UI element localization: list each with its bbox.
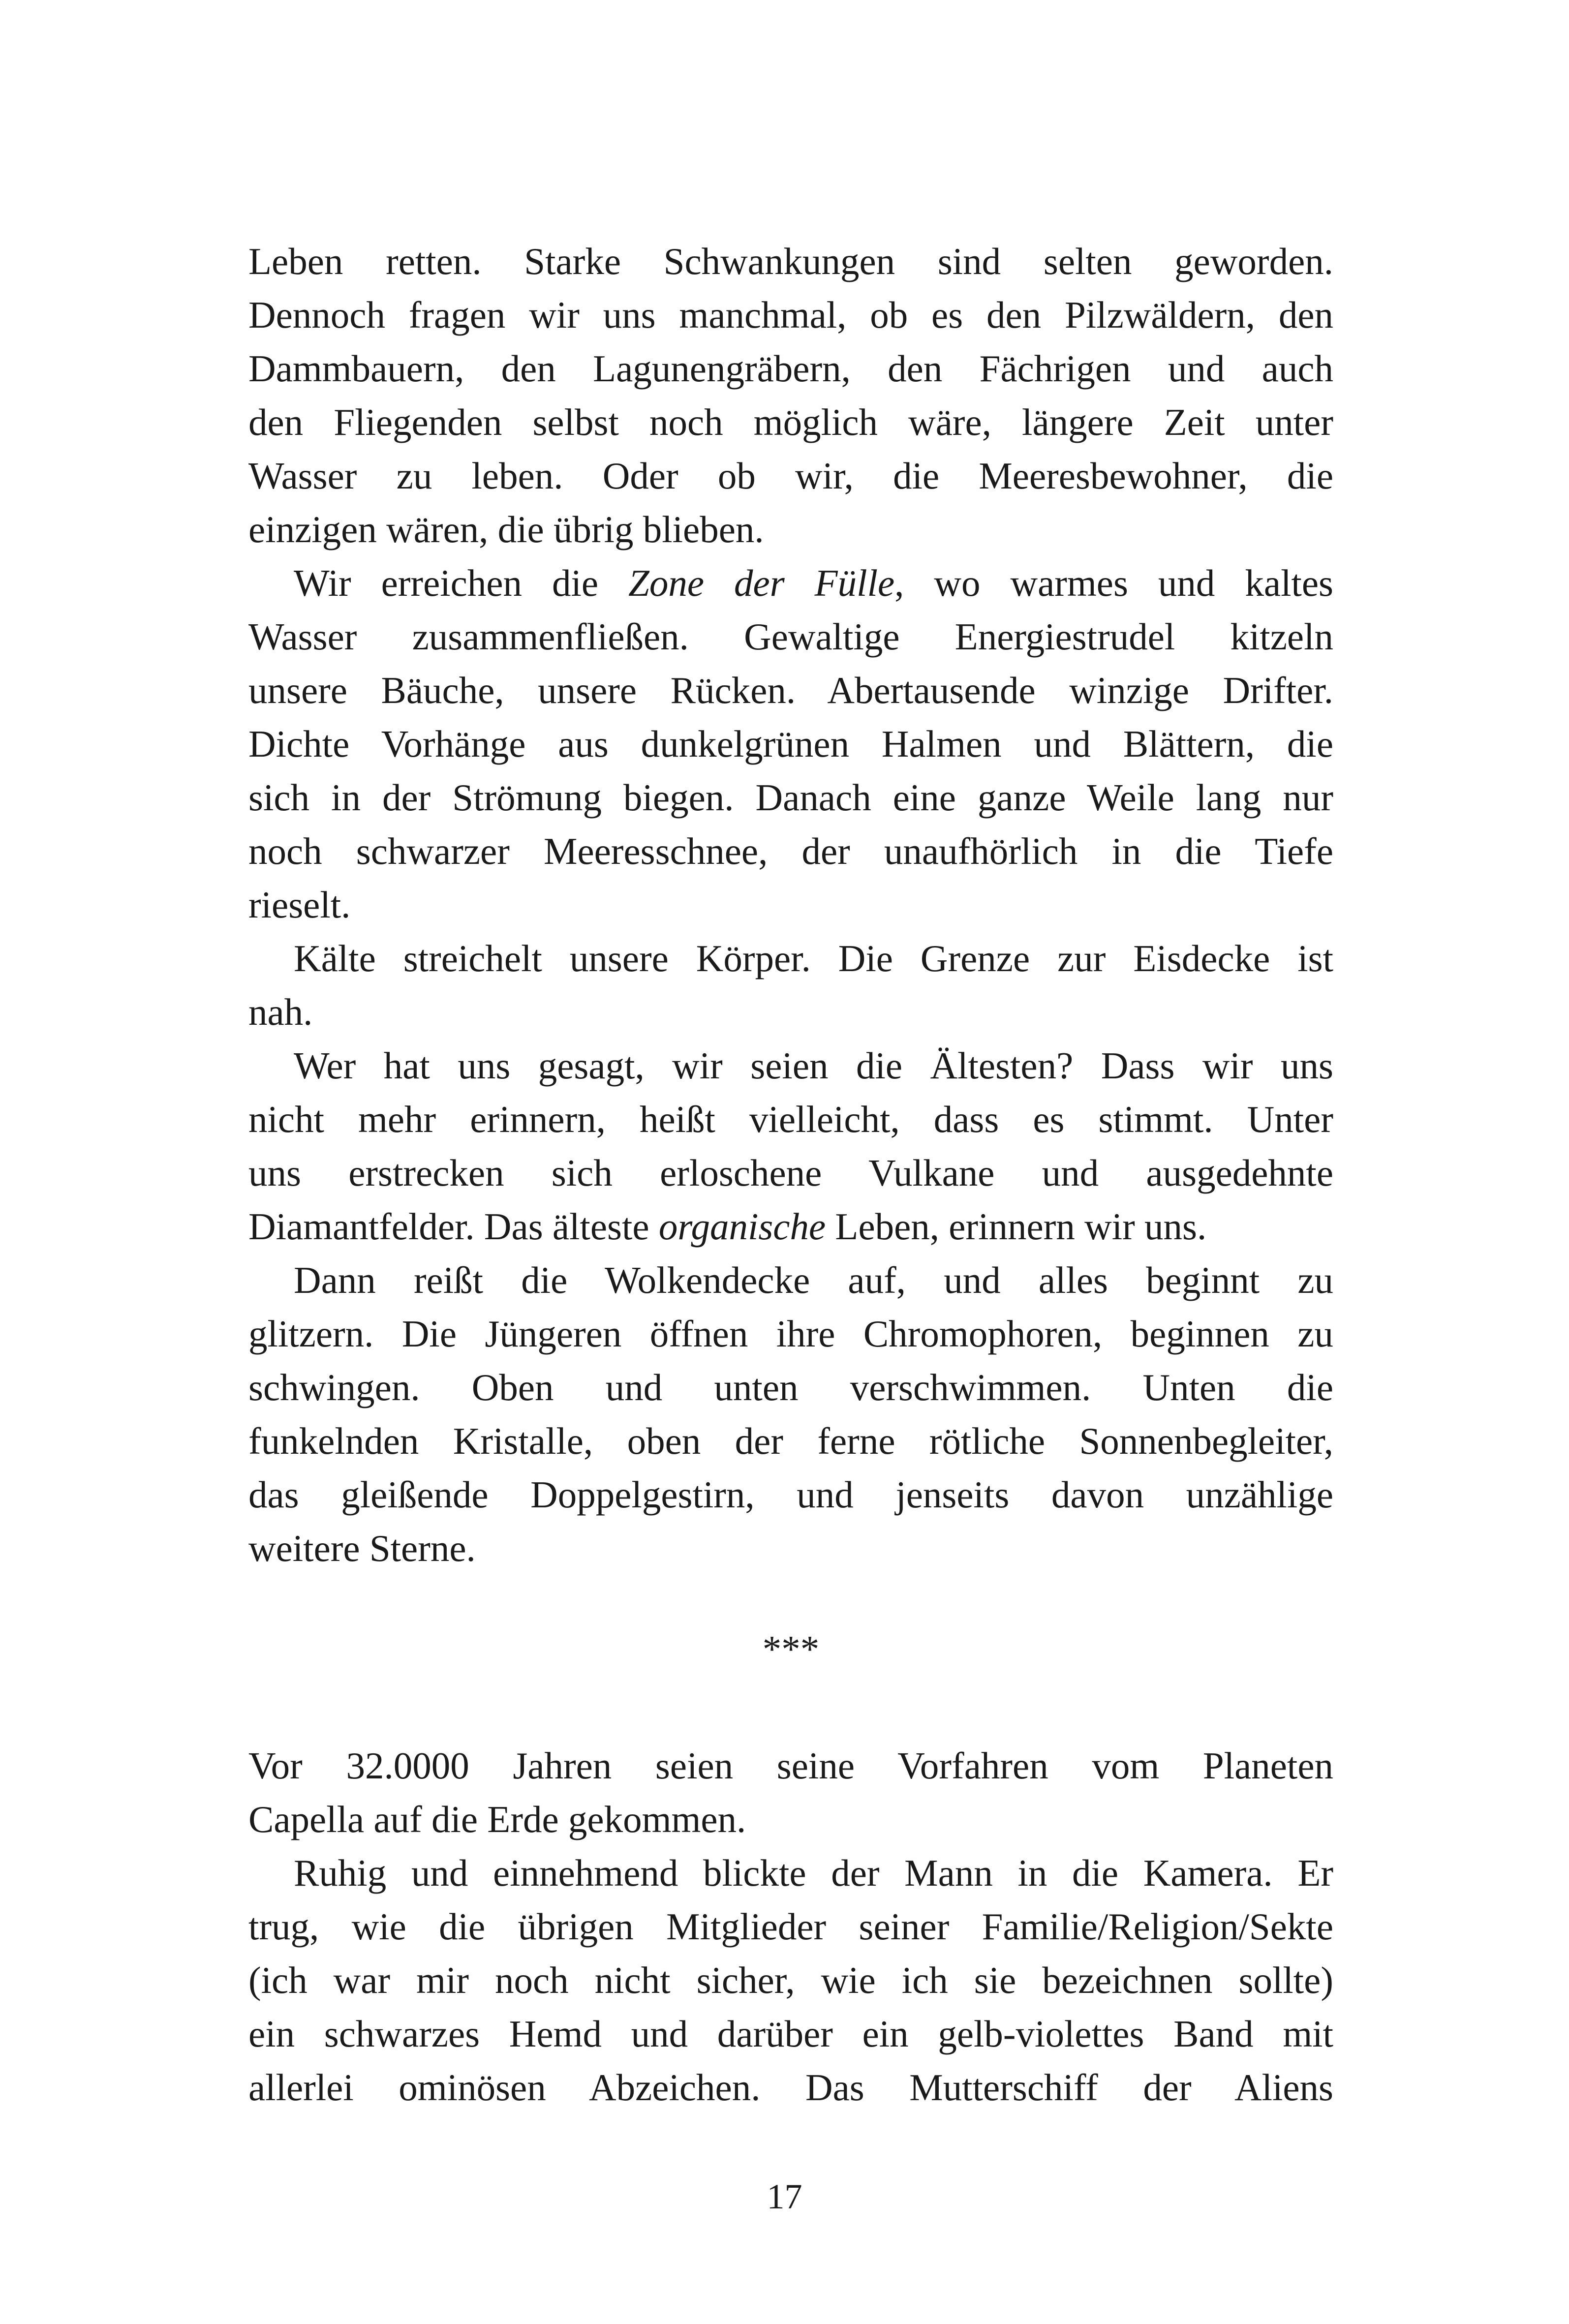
text-segment: unsere Bäuche, unsere Rücken. Abertausende winzige Drifter. — [248, 669, 1333, 711]
text-segment: weitere Sterne. — [248, 1527, 476, 1569]
text-line — [248, 1468, 1333, 1522]
text-segment: (ich war mir noch nicht sicher, wie ich sie bezeichnen sollte) — [248, 1959, 1333, 2001]
text-segment: Dammbauern, den Lagunengräbern, den Fächrigen und auch — [248, 347, 1333, 390]
text-line — [248, 1307, 1333, 1361]
italic-text: organische — [658, 1205, 826, 1248]
text-line — [248, 932, 1333, 985]
text-segment: Dennoch fragen wir uns manchmal, ob es den Pilzwäldern, den — [248, 294, 1333, 336]
text-segment: Vor 32.0000 Jahren seien seine Vorfahren vom Planeten — [248, 1744, 1333, 1787]
text-line — [248, 664, 1333, 717]
text-segment: rieselt. — [248, 884, 351, 926]
text-line — [248, 717, 1333, 771]
text-line — [248, 1522, 1333, 1575]
text-line — [248, 1039, 1333, 1093]
text-line — [248, 878, 1333, 932]
paragraph — [248, 235, 1333, 556]
text-line — [248, 1200, 1333, 1254]
text-line — [248, 985, 1333, 1039]
text-line — [248, 503, 1333, 556]
text-line — [248, 1146, 1333, 1200]
body-text — [248, 235, 1333, 2114]
text-segment: schwingen. Oben und unten verschwimmen. Unten die — [248, 1366, 1333, 1408]
text-segment: funkelnden Kristalle, oben der ferne rötliche Sonnenbegleiter, — [248, 1420, 1333, 1462]
text-line — [248, 1414, 1333, 1468]
text-segment: Kälte streichelt unsere Körper. Die Grenze zur Eisdecke ist — [294, 937, 1333, 979]
text-segment: nah. — [248, 991, 313, 1033]
italic-text: Zone der Fülle — [628, 562, 895, 604]
text-segment: einzigen wären, die übrig blieben. — [248, 508, 764, 550]
text-line — [248, 342, 1333, 396]
paragraph — [248, 1739, 1333, 1846]
text-line — [248, 235, 1333, 288]
paragraph — [248, 1846, 1333, 2114]
text-line — [248, 288, 1333, 342]
paragraph — [248, 1039, 1333, 1254]
text-segment: Dichte Vorhänge aus dunkelgrünen Halmen und Blättern, die — [248, 723, 1333, 765]
text-segment: Dann reißt die Wolkendecke auf, und alles beginnt zu — [294, 1259, 1333, 1301]
text-segment: Leben, erinnern wir uns. — [826, 1205, 1207, 1248]
text-segment: das gleißende Doppelgestirn, und jenseits davon unzählige — [248, 1473, 1333, 1516]
paragraph — [248, 556, 1333, 932]
text-segment: Capella auf die Erde gekommen. — [248, 1798, 746, 1840]
text-segment: ein schwarzes Hemd und darüber ein gelb-violettes Band mit — [248, 2013, 1333, 2055]
text-line — [248, 1900, 1333, 1954]
text-line — [248, 1739, 1333, 1793]
text-segment: uns erstrecken sich erloschene Vulkane und ausgedehnte — [248, 1152, 1333, 1194]
paragraph — [248, 1254, 1333, 1575]
text-segment: Wer hat uns gesagt, wir seien die Ältesten? Dass wir uns — [294, 1044, 1333, 1087]
text-line — [248, 1093, 1333, 1146]
text-segment: nicht mehr erinnern, heißt vielleicht, dass es stimmt. Unter — [248, 1098, 1333, 1140]
text-line — [248, 449, 1333, 503]
text-line — [248, 825, 1333, 878]
section-separator: *** — [762, 1628, 820, 1670]
text-line — [248, 1361, 1333, 1414]
text-segment: Wasser zu leben. Oder ob wir, die Meeresbewohner, die — [248, 455, 1333, 497]
text-line — [248, 1254, 1333, 1307]
text-line — [248, 1793, 1333, 1846]
text-segment: sich in der Strömung biegen. Danach eine ganze Weile lang nur — [248, 776, 1333, 819]
page-number: 17 — [767, 2177, 802, 2216]
text-segment: Wir erreichen die — [294, 562, 629, 604]
text-line — [248, 1846, 1333, 1900]
text-segment: allerlei ominösen Abzeichen. Das Mutterschiff der Aliens — [248, 2066, 1333, 2109]
paragraph — [248, 932, 1333, 1039]
text-segment: den Fliegenden selbst noch möglich wäre, längere Zeit unter — [248, 401, 1333, 443]
text-segment: , wo warmes und kaltes — [894, 562, 1333, 604]
text-segment: noch schwarzer Meeresschnee, der unaufhörlich in die Tiefe — [248, 830, 1333, 872]
text-segment: trug, wie die übrigen Mitglieder seiner Familie/Religion/Sekte — [248, 1905, 1333, 1948]
text-line — [248, 396, 1333, 449]
text-line — [248, 2007, 1333, 2061]
text-line — [248, 2061, 1333, 2114]
text-segment: Wasser zusammenfließen. Gewaltige Energiestrudel kitzeln — [248, 615, 1333, 658]
text-line — [248, 610, 1333, 664]
text-segment: Leben retten. Starke Schwankungen sind selten geworden. — [248, 240, 1333, 282]
text-segment: Ruhig und einnehmend blickte der Mann in die Kamera. Er — [294, 1852, 1333, 1894]
text-segment: Diamantfelder. Das älteste — [248, 1205, 659, 1248]
text-segment: glitzern. Die Jüngeren öffnen ihre Chromophoren, beginnen zu — [248, 1313, 1333, 1355]
text-line — [248, 771, 1333, 825]
text-line — [248, 1954, 1333, 2007]
text-line — [248, 556, 1333, 610]
